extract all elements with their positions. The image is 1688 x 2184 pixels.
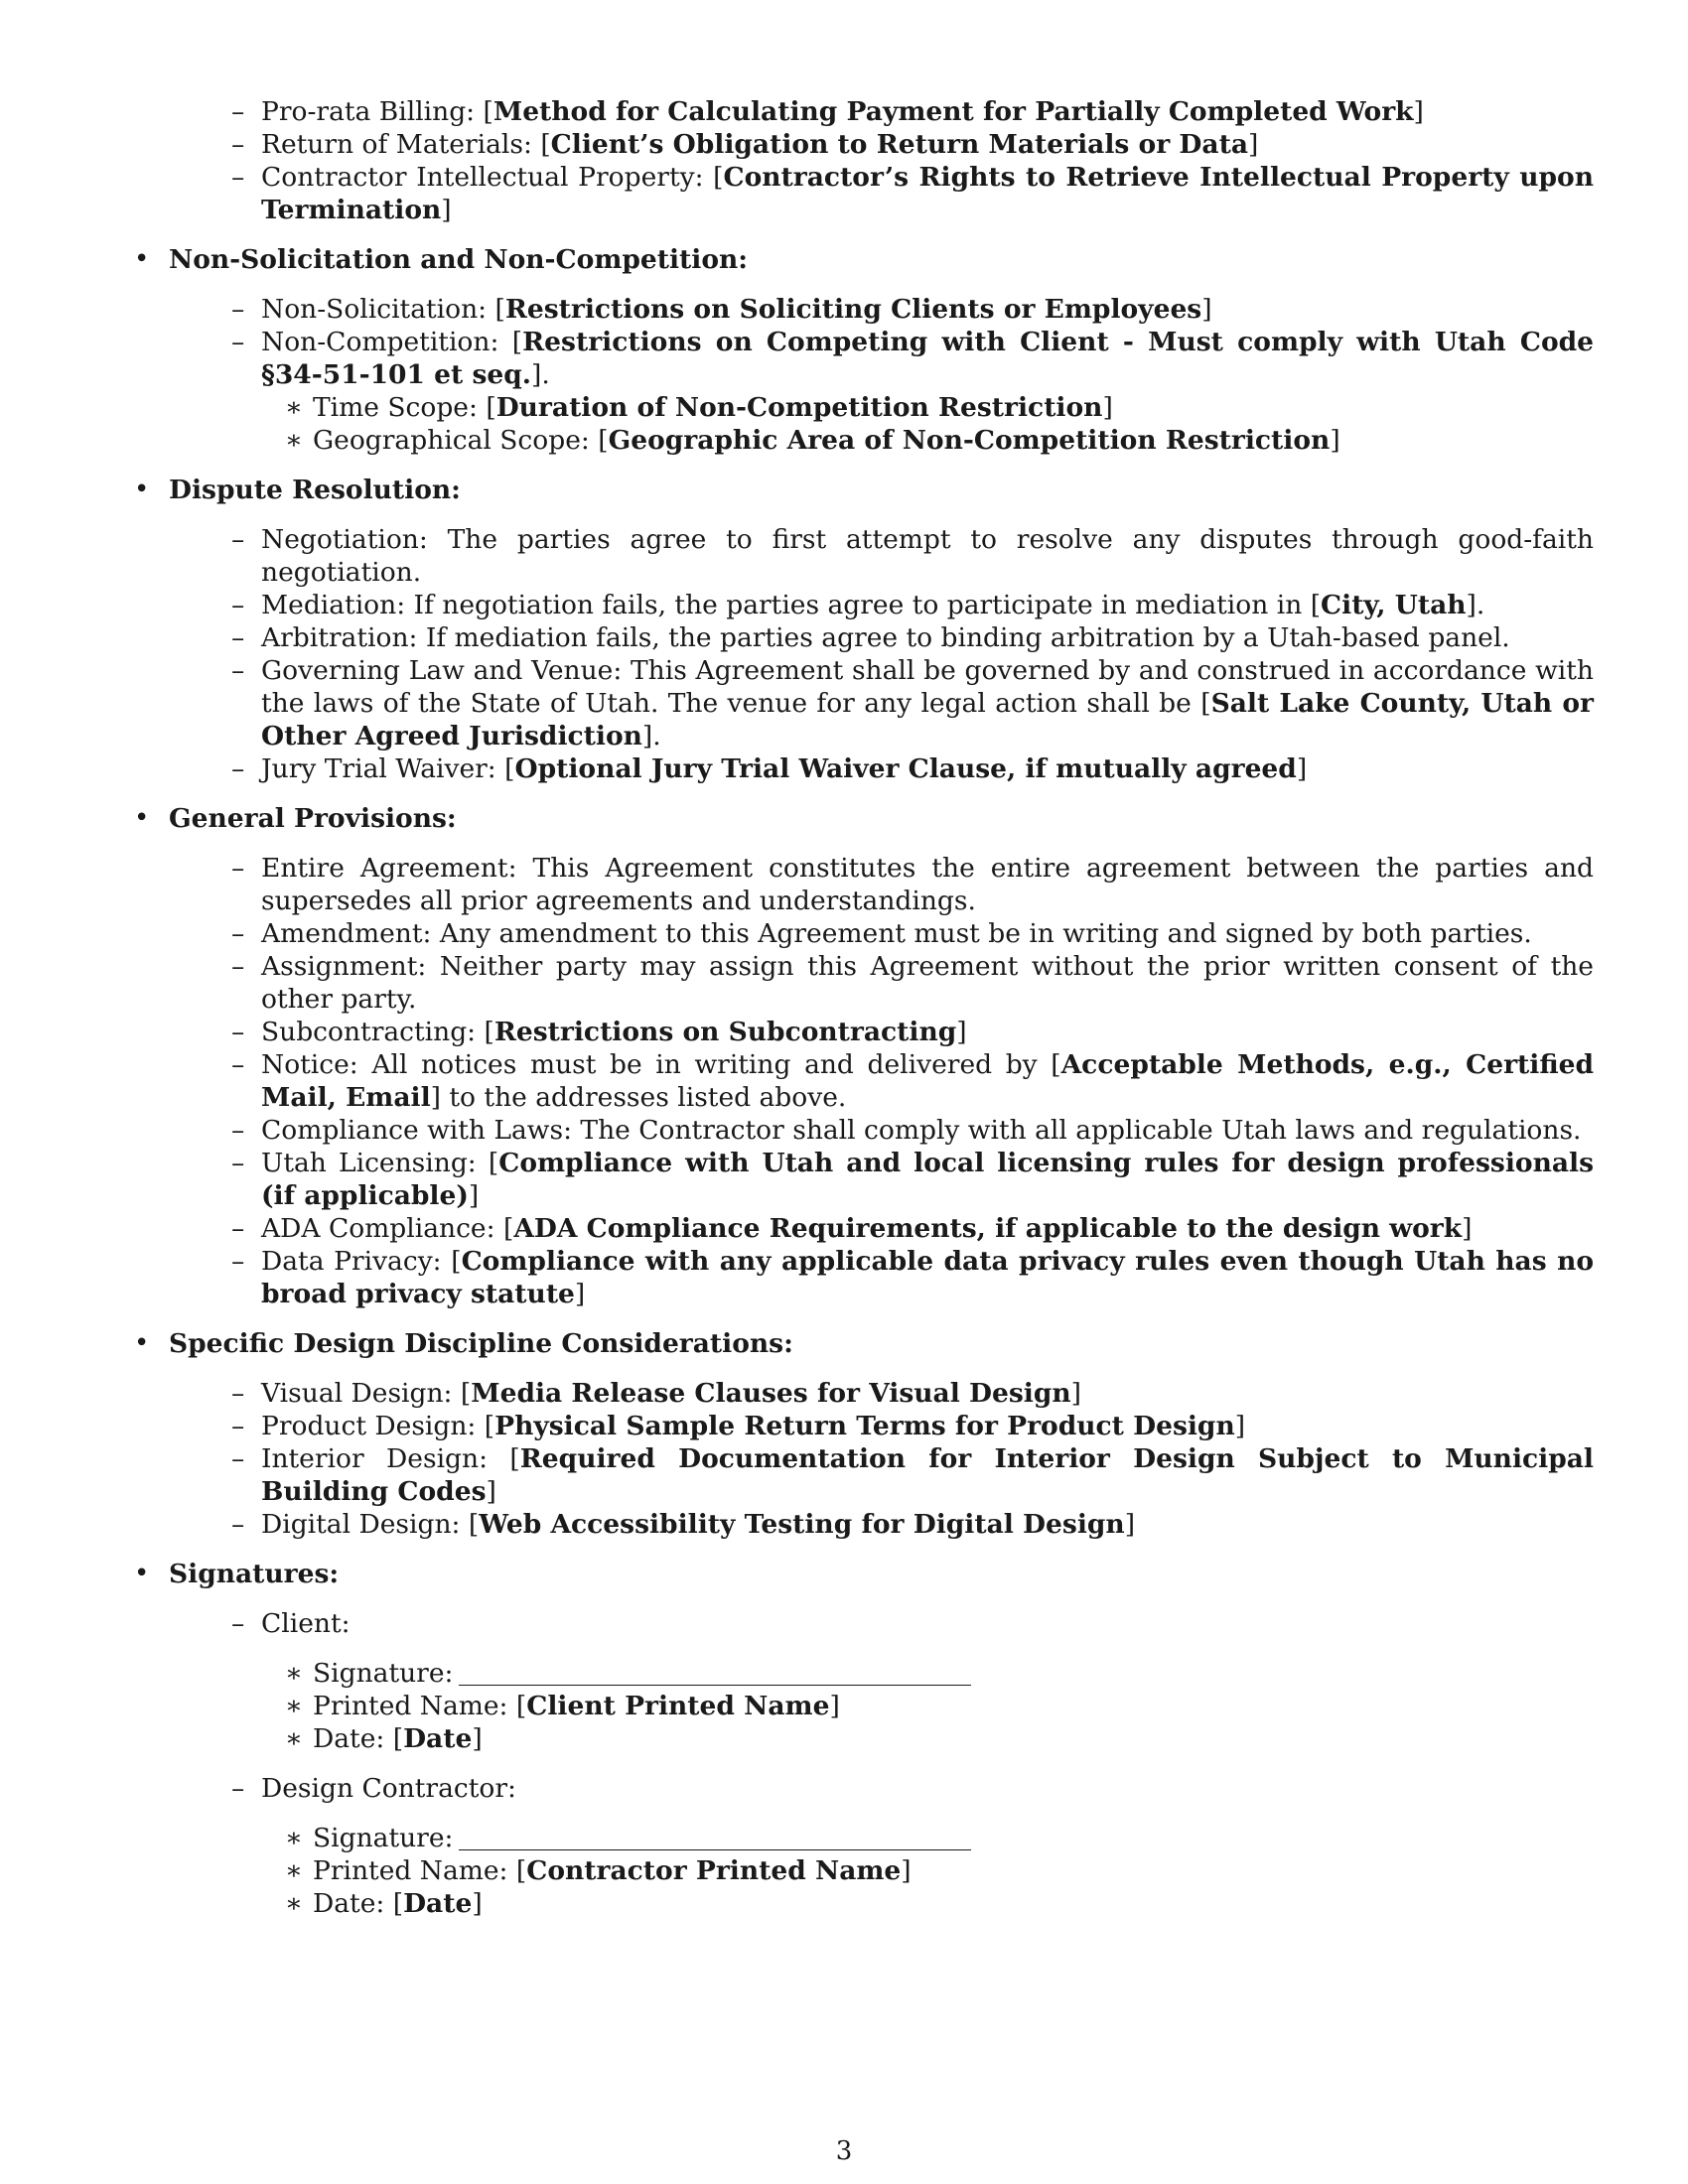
placeholder: Duration of Non-Competition Restriction: [495, 392, 1103, 423]
list-item: – Digital Design: [Web Accessibility Testing for Digital Design]: [231, 1509, 1136, 1540]
list-item: – Mediation: If negotiation fails, the parties agree to participate in mediation in [City, Utah].: [231, 590, 1485, 620]
signature-party-client: – Client:: [231, 1608, 351, 1639]
sub-list-item: ∗ Signature:: [169, 1822, 1594, 1854]
list-item: – Utah Licensing: [Compliance with Utah and local licensing rules for design professionals (if applicable)]: [231, 1148, 1594, 1211]
placeholder: Required Documentation for Interior Design Subject to Municipal Building Codes: [261, 1443, 1594, 1507]
list-item: – Return of Materials: [Client’s Obligation to Return Materials or Data]: [231, 129, 1259, 160]
section-heading: General Provisions:: [169, 803, 457, 834]
section-termination-continued: [134, 95, 1594, 226]
bullet-icon: •: [134, 244, 150, 274]
section-design-discipline: [134, 1327, 1594, 1541]
list-item: – Visual Design: [Media Release Clauses for Visual Design]: [231, 1378, 1081, 1409]
list-item: – Governing Law and Venue: This Agreement shall be governed by and construed in accordance with the laws of the State of Utah. The venue for any legal action shall be [Salt Lake County, Utah or Other Agreed Jurisdiction].: [231, 655, 1594, 751]
list-item: – Non-Competition: [Restrictions on Competing with Client - Must comply with Utah Code §34-51-101 et seq.].: [231, 327, 1595, 390]
list-item: – Data Privacy: [Compliance with any applicable data privacy rules even though Utah has no broad privacy statute]: [231, 1246, 1595, 1309]
placeholder: Contractor’s Rights to Retrieve Intellectual Property upon Termination: [261, 162, 1594, 225]
placeholder: Method for Calculating Payment for Partially Completed Work: [492, 96, 1414, 127]
list-item: – Contractor Intellectual Property: [Contractor’s Rights to Retrieve Intellectual Property upon Termination]: [231, 162, 1594, 225]
placeholder: Salt Lake County, Utah or Other Agreed Jurisdiction: [261, 688, 1594, 751]
placeholder: Web Accessibility Testing for Digital Design: [479, 1509, 1125, 1540]
list-item: – Amendment: Any amendment to this Agreement must be in writing and signed by both parties.: [231, 918, 1532, 949]
bullet-icon: •: [134, 1328, 150, 1358]
list-item: – Notice: All notices must be in writing and delivered by [Acceptable Methods, e.g., Certified Mail, Email] to the addresses listed above.: [231, 1049, 1594, 1113]
list-item: – Product Design: [Physical Sample Return Terms for Product Design]: [231, 1411, 1246, 1441]
list-item: – Compliance with Laws: The Contractor shall comply with all applicable Utah laws and regulations.: [231, 1115, 1582, 1146]
sub-list-item: ∗ Date: [Date]: [285, 1723, 483, 1754]
list-item: – Subcontracting: [Restrictions on Subcontracting]: [231, 1017, 967, 1047]
signature-party-contractor: – Design Contractor:: [231, 1773, 516, 1804]
placeholder: Restrictions on Competing with Client - Must comply with Utah Code §34-51-101 et seq.: [261, 327, 1595, 390]
section-non-solicitation: [134, 243, 1594, 457]
placeholder: Client Printed Name: [526, 1691, 830, 1721]
list-item: – Non-Solicitation: [Restrictions on Soliciting Clients or Employees]: [231, 294, 1212, 325]
sub-list-item: ∗ Geographical Scope: [Geographic Area of Non-Competition Restriction]: [285, 425, 1340, 456]
sub-list-item: ∗ Printed Name: [Client Printed Name]: [285, 1691, 840, 1721]
page-content: [134, 95, 1594, 1937]
placeholder: ADA Compliance Requirements, if applicable to the design work: [513, 1213, 1463, 1244]
placeholder: Restrictions on Soliciting Clients or Employees: [504, 294, 1202, 325]
list-item: – ADA Compliance: [ADA Compliance Requirements, if applicable to the design work]: [231, 1213, 1473, 1244]
section-heading: Signatures:: [169, 1559, 340, 1589]
section-dispute-resolution: [134, 474, 1594, 785]
sub-list-item: ∗ Time Scope: [Duration of Non-Competition Restriction]: [285, 392, 1113, 423]
sub-list-item: ∗ Date: [Date]: [285, 1888, 483, 1919]
placeholder: Date: [403, 1888, 473, 1919]
list-item: – Arbitration: If mediation fails, the parties agree to binding arbitration by a Utah-based panel.: [231, 622, 1510, 653]
section-general-provisions: [134, 802, 1594, 1310]
placeholder: Acceptable Methods, e.g., Certified Mail, Email: [261, 1049, 1594, 1113]
list-item: – Assignment: Neither party may assign this Agreement without the prior written consent of the other party.: [231, 951, 1594, 1015]
placeholder: Physical Sample Return Terms for Product Design: [494, 1411, 1235, 1441]
placeholder: Contractor Printed Name: [526, 1855, 902, 1886]
list-item: – Interior Design: [Required Documentation for Interior Design Subject to Municipal Building Codes]: [231, 1443, 1594, 1507]
placeholder: Media Release Clauses for Visual Design: [471, 1378, 1071, 1409]
placeholder: Geographic Area of Non-Competition Restriction: [608, 425, 1331, 456]
page-number: 3: [835, 2136, 853, 2166]
placeholder: Restrictions on Subcontracting: [493, 1017, 957, 1047]
sub-list-item: ∗ Signature:: [169, 1657, 1594, 1690]
list-item: – Entire Agreement: This Agreement constitutes the entire agreement between the parties and supersedes all prior agreements and understandings.: [231, 853, 1594, 916]
placeholder: Client’s Obligation to Return Materials or Data: [550, 129, 1248, 160]
section-heading: Dispute Resolution:: [169, 475, 461, 505]
signature-line[interactable]: [459, 1661, 971, 1686]
signature-line[interactable]: [459, 1826, 971, 1850]
list-item: – Negotiation: The parties agree to first attempt to resolve any disputes through good-faith negotiation.: [231, 524, 1594, 588]
section-heading: Specific Design Discipline Considerations:: [169, 1328, 793, 1359]
section-heading: Non-Solicitation and Non-Competition:: [169, 244, 749, 275]
bullet-icon: •: [134, 475, 150, 504]
placeholder: Compliance with Utah and local licensing rules for design professionals (if applicable): [261, 1148, 1594, 1211]
placeholder: Optional Jury Trial Waiver Clause, if mutually agreed: [514, 753, 1297, 784]
sub-list-item: ∗ Printed Name: [Contractor Printed Name]: [285, 1855, 912, 1886]
list-item: – Jury Trial Waiver: [Optional Jury Trial Waiver Clause, if mutually agreed]: [231, 753, 1308, 784]
placeholder: City, Utah: [1321, 590, 1467, 620]
placeholder: Compliance with any applicable data privacy rules even though Utah has no broad privacy statute: [261, 1246, 1595, 1309]
bullet-icon: •: [134, 1559, 150, 1588]
list-item: – Pro-rata Billing: [Method for Calculating Payment for Partially Completed Work]: [231, 96, 1424, 127]
section-signatures: [134, 1558, 1594, 1920]
bullet-icon: •: [134, 803, 150, 833]
placeholder: Date: [403, 1723, 473, 1754]
